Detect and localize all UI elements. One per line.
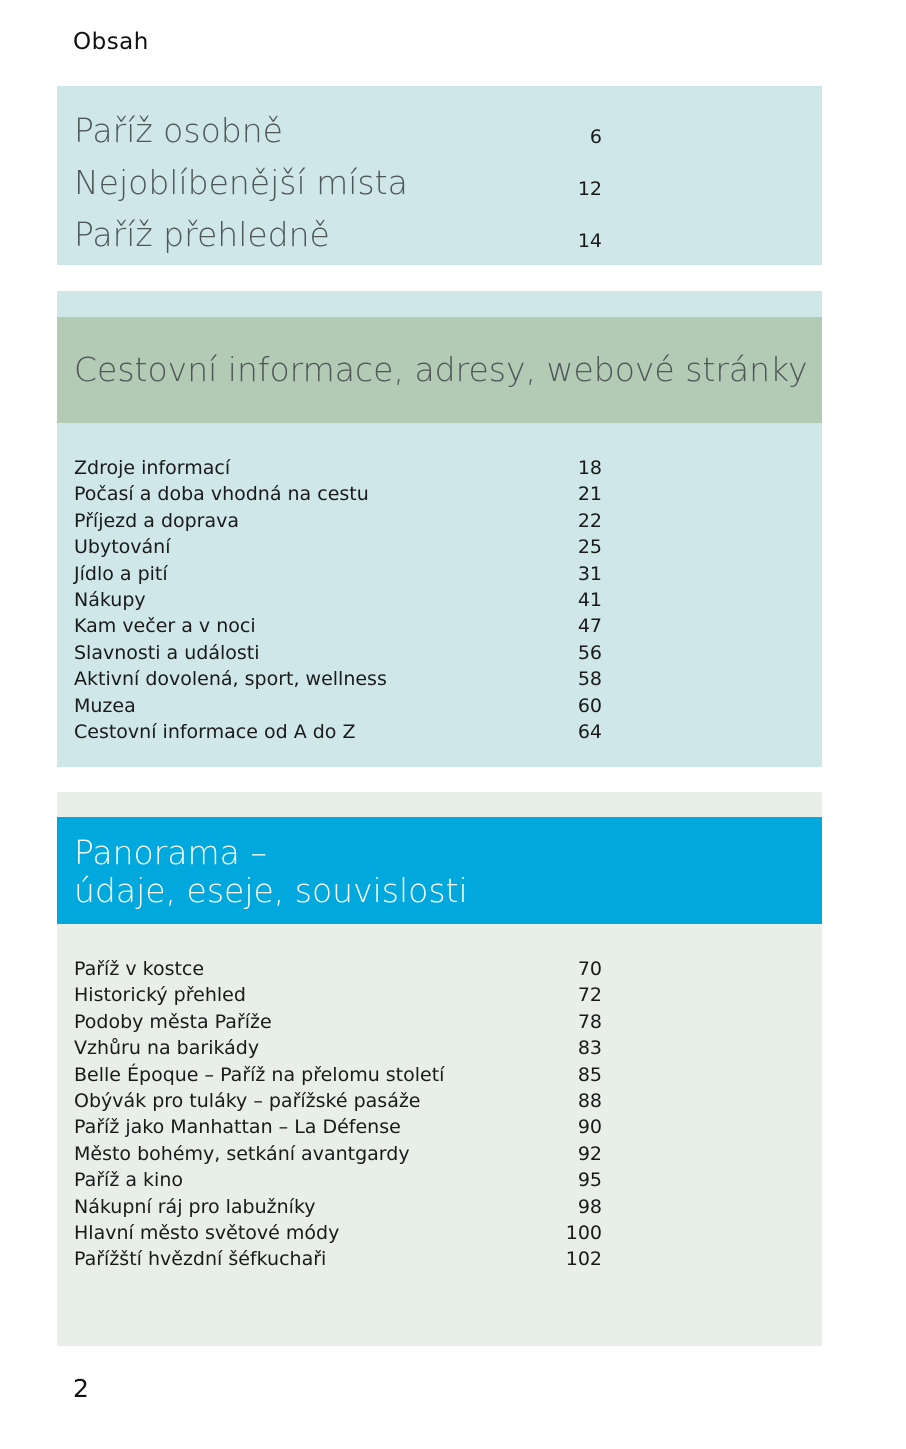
toc-entry-label: Cestovní informace od A do Z [74, 720, 356, 743]
toc-entry[interactable] [74, 1088, 822, 1114]
toc-entry-label: Paříž a kino [74, 1169, 183, 1192]
toc-entry[interactable] [74, 1062, 822, 1088]
toc-entry-page: 22 [577, 509, 602, 532]
toc-entry-label: Kam večer a v noci [74, 615, 256, 638]
toc-entry-title: Paříž přehledně [74, 215, 330, 254]
toc-entry[interactable] [74, 1114, 822, 1140]
toc-entry-page: 102 [565, 1248, 602, 1271]
toc-entry-label: Ubytování [74, 536, 171, 559]
toc-entry-label: Pařížští hvězdní šéfkuchaři [74, 1248, 327, 1271]
toc-entry[interactable] [74, 1009, 822, 1035]
panorama-title-line1: Panorama – [74, 833, 267, 872]
toc-entry-label: Obývák pro tuláky – pařížské pasáže [74, 1089, 421, 1112]
toc-entry-label: Hlavní město světové módy [74, 1221, 340, 1244]
toc-entry-page: 88 [577, 1089, 602, 1112]
toc-entry-label: Zdroje informací [74, 457, 231, 479]
toc-entry[interactable] [74, 455, 822, 481]
toc-entry-page: 83 [577, 1037, 602, 1060]
toc-entry-page: 25 [577, 536, 602, 559]
toc-entry-page: 72 [577, 984, 602, 1007]
toc-entry-intro[interactable] [74, 154, 822, 202]
toc-entry[interactable] [74, 1194, 822, 1220]
toc-entry-label: Město bohémy, setkání avantgardy [74, 1142, 410, 1165]
toc-entry[interactable] [74, 561, 822, 587]
toc-entry[interactable] [74, 719, 822, 745]
toc-entry[interactable] [74, 481, 822, 507]
panorama-section-header [57, 817, 822, 924]
toc-entry-label: Paříž jako Manhattan – La Défense [74, 1116, 401, 1139]
panorama-title-line2: údaje, eseje, souvislosti [74, 871, 468, 910]
travel-panel-top-strip [57, 291, 822, 317]
toc-entry-label: Belle Époque – Paříž na přelomu století [74, 1063, 445, 1086]
panorama-section-title [74, 834, 468, 910]
toc-entry[interactable] [74, 613, 822, 639]
toc-entry-intro[interactable] [74, 102, 822, 150]
toc-entry[interactable] [74, 666, 822, 692]
toc-entry-page: 31 [577, 562, 602, 585]
travel-toc-list [74, 455, 822, 745]
toc-entry-page: 58 [577, 668, 602, 691]
toc-entry-page: 95 [577, 1169, 602, 1192]
toc-entry-page: 56 [577, 641, 602, 664]
toc-entry-page: 60 [577, 694, 602, 717]
toc-entry[interactable] [74, 1035, 822, 1061]
toc-entry[interactable] [74, 982, 822, 1008]
toc-entry-page: 21 [577, 483, 602, 506]
toc-entry-label: Historický přehled [74, 984, 246, 1007]
toc-entry-page: 85 [577, 1063, 602, 1086]
toc-entry-page: 64 [577, 720, 602, 743]
toc-entry-page: 92 [577, 1142, 602, 1165]
toc-entry-label: Aktivní dovolená, sport, wellness [74, 668, 387, 691]
toc-entry[interactable] [74, 640, 822, 666]
toc-entry-label: Slavnosti a události [74, 641, 260, 664]
toc-entry-page: 18 [577, 457, 602, 479]
toc-entry-label: Nákupy [74, 588, 146, 611]
toc-entry[interactable] [74, 1220, 822, 1246]
panorama-section-body [57, 924, 822, 1346]
toc-entry-label: Muzea [74, 694, 136, 717]
travel-section-header [57, 317, 822, 423]
page-title: Obsah [73, 29, 149, 55]
travel-section-title: Cestovní informace, adresy, webové stránky [74, 350, 808, 389]
toc-entry[interactable] [74, 534, 822, 560]
toc-entry[interactable] [74, 1246, 822, 1272]
toc-entry-label: Příjezd a doprava [74, 509, 240, 532]
toc-entry[interactable] [74, 587, 822, 613]
toc-entry-page: 12 [577, 178, 602, 200]
toc-entry-label: Jídlo a pití [74, 562, 168, 585]
toc-entry-page: 14 [577, 230, 602, 252]
toc-entry-label: Počasí a doba vhodná na cestu [74, 483, 369, 506]
page-number: 2 [73, 1374, 89, 1403]
toc-entry-title: Nejoblíbenější místa [74, 163, 408, 202]
toc-entry[interactable] [74, 508, 822, 534]
toc-entry-page: 6 [589, 126, 602, 148]
toc-entry-page: 98 [577, 1195, 602, 1218]
toc-entry[interactable] [74, 1167, 822, 1193]
toc-entry-label: Paříž v kostce [74, 958, 205, 980]
toc-entry[interactable] [74, 956, 822, 982]
toc-entry[interactable] [74, 1141, 822, 1167]
toc-entry-page: 78 [577, 1010, 602, 1033]
intro-panel [57, 86, 822, 265]
toc-entry-page: 47 [577, 615, 602, 638]
travel-section-body [57, 423, 822, 767]
toc-entry-page: 90 [577, 1116, 602, 1139]
toc-entry-page: 100 [565, 1221, 602, 1244]
toc-entry[interactable] [74, 693, 822, 719]
toc-entry-intro[interactable] [74, 206, 822, 254]
panorama-toc-list [74, 956, 822, 1273]
toc-entry-page: 70 [577, 958, 602, 980]
toc-entry-title: Paříž osobně [74, 111, 283, 150]
toc-entry-label: Nákupní ráj pro labužníky [74, 1195, 316, 1218]
toc-entry-page: 41 [577, 588, 602, 611]
panorama-panel-top-strip [57, 792, 822, 817]
toc-entry-label: Podoby města Paříže [74, 1010, 272, 1033]
toc-entry-label: Vzhůru na barikády [74, 1037, 260, 1060]
